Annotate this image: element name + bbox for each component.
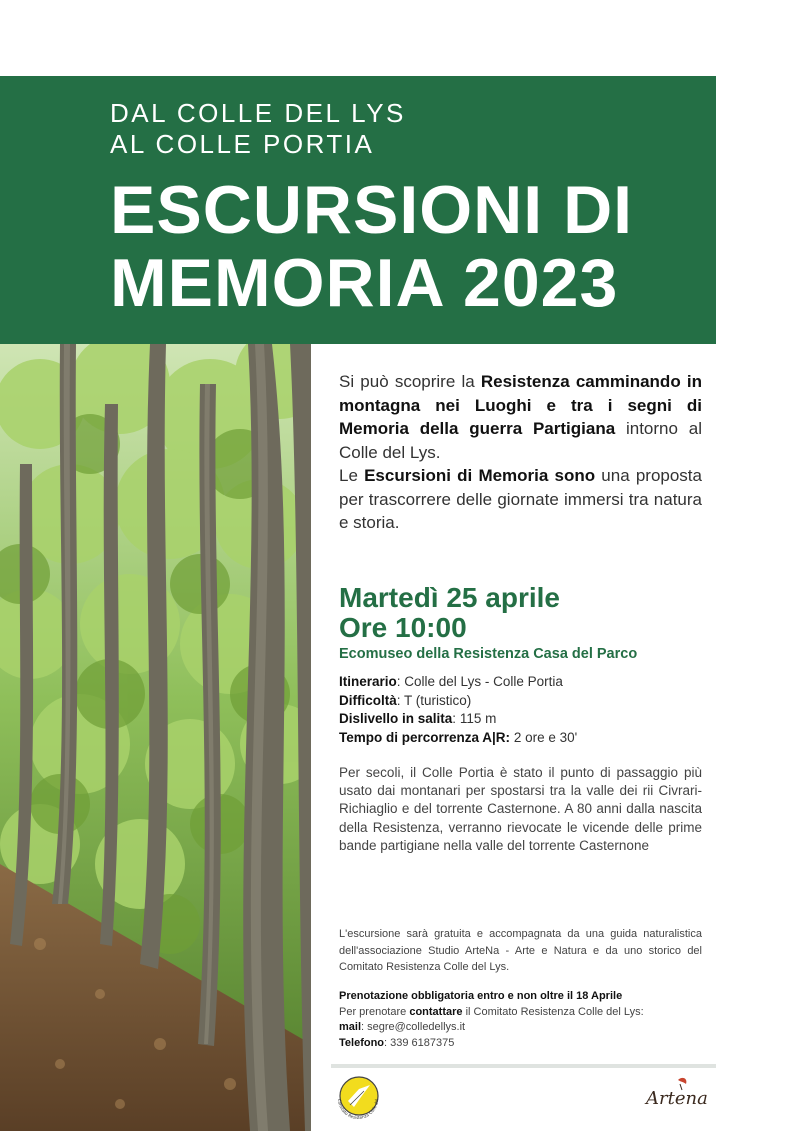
main-title [110, 174, 633, 320]
intro-text [339, 370, 702, 535]
detail-value: 2 ore e 30' [513, 729, 578, 745]
guide-note: L'escursione sarà gratuita e accompagnata da una guida naturalistica dell'associazione Studio ArteNa - Arte e Natura e da uno storico del Comitato Resistenza Colle del Lys. [339, 928, 702, 973]
detail-difficulty [339, 692, 702, 711]
intro-paragraph-2 [339, 464, 702, 535]
subtitle-line-1: DAL COLLE DEL LYS [110, 98, 406, 128]
mail-value[interactable]: : segre@colledellys.it [361, 1021, 466, 1033]
intro-p1-c: intorno al Colle del Lys. [339, 419, 702, 462]
detail-elevation [339, 710, 702, 729]
event-details [339, 673, 702, 747]
booking-mail [339, 1020, 702, 1036]
intro-p1-a: Si può scoprire la [339, 372, 481, 391]
detail-value: T (turistico) [404, 692, 472, 708]
title-line-2: MEMORIA 2023 [110, 245, 619, 321]
booking-info [339, 989, 702, 1051]
intro-p2-c: una proposta per trascorrere delle giornate immersi tra natura e storia. [339, 466, 702, 532]
intro-paragraph-1 [339, 370, 702, 464]
detail-label: Tempo di percorrenza A|R: [339, 729, 511, 745]
detail-value: Colle del Lys - Colle Portia [404, 674, 563, 689]
booking-line-b: contattare [409, 1005, 463, 1018]
event-time: Ore 10:00 [339, 612, 467, 643]
footer-divider [331, 1064, 716, 1068]
detail-value: 115 m [459, 711, 497, 726]
booking-title: Prenotazione obbligatoria entro e non oltre il 18 Aprile [339, 990, 623, 1002]
artena-logo [636, 1074, 716, 1118]
intro-p1-b: Resistenza camminando in montagna nei Luoghi e tra i segni di Memoria della guerra Partigiana [339, 372, 702, 438]
phone-label: Telefono [339, 1036, 385, 1049]
detail-itinerary [339, 673, 702, 692]
mail-label: mail [339, 1021, 362, 1033]
comitato-logo [330, 1071, 386, 1127]
detail-label: Itinerario [339, 674, 397, 689]
phone-value: : 339 6187375 [384, 1036, 455, 1049]
detail-separator: : [452, 711, 460, 726]
comitato-logo-text: Comitato Resistenza Colle del [336, 1098, 380, 1121]
artena-logo-text: Artena [646, 1088, 708, 1109]
intro-p2-a: Le [339, 466, 365, 485]
event-venue: Ecomuseo della Resistenza Casa del Parco [339, 646, 638, 662]
booking-line-c: il Comitato Resistenza Colle del Lys: [462, 1005, 644, 1018]
detail-label: Difficoltà [339, 692, 397, 708]
detail-separator: : [396, 692, 405, 708]
title-line-1: ESCURSIONI DI [110, 172, 634, 248]
detail-separator: : [396, 674, 405, 689]
booking-contact-line [339, 1005, 702, 1021]
booking-line-a: Per prenotare [339, 1005, 410, 1018]
detail-duration [339, 729, 702, 748]
intro-p2-b: Escursioni di Memoria sono [364, 466, 596, 485]
event-date: Martedì 25 aprile [339, 582, 560, 613]
header-banner [0, 76, 716, 344]
subtitle-line-2: AL COLLE PORTIA [110, 129, 375, 159]
event-datetime [339, 583, 702, 643]
forest-photo [0, 344, 311, 1131]
subtitle [110, 98, 406, 160]
route-description: Per secoli, il Colle Portia è stato il punto di passaggio più usato dai montanari per spostarsi tra la valle dei rii Civrari-Richiaglio e del torrente Casternone. A 80 anni dalla nascita della Resistenza, verranno rievocate le vicende delle prime bande partigiane nella valle del torrente Casternone [339, 765, 702, 853]
booking-phone [339, 1036, 702, 1052]
detail-label: Dislivello in salita [339, 711, 453, 726]
